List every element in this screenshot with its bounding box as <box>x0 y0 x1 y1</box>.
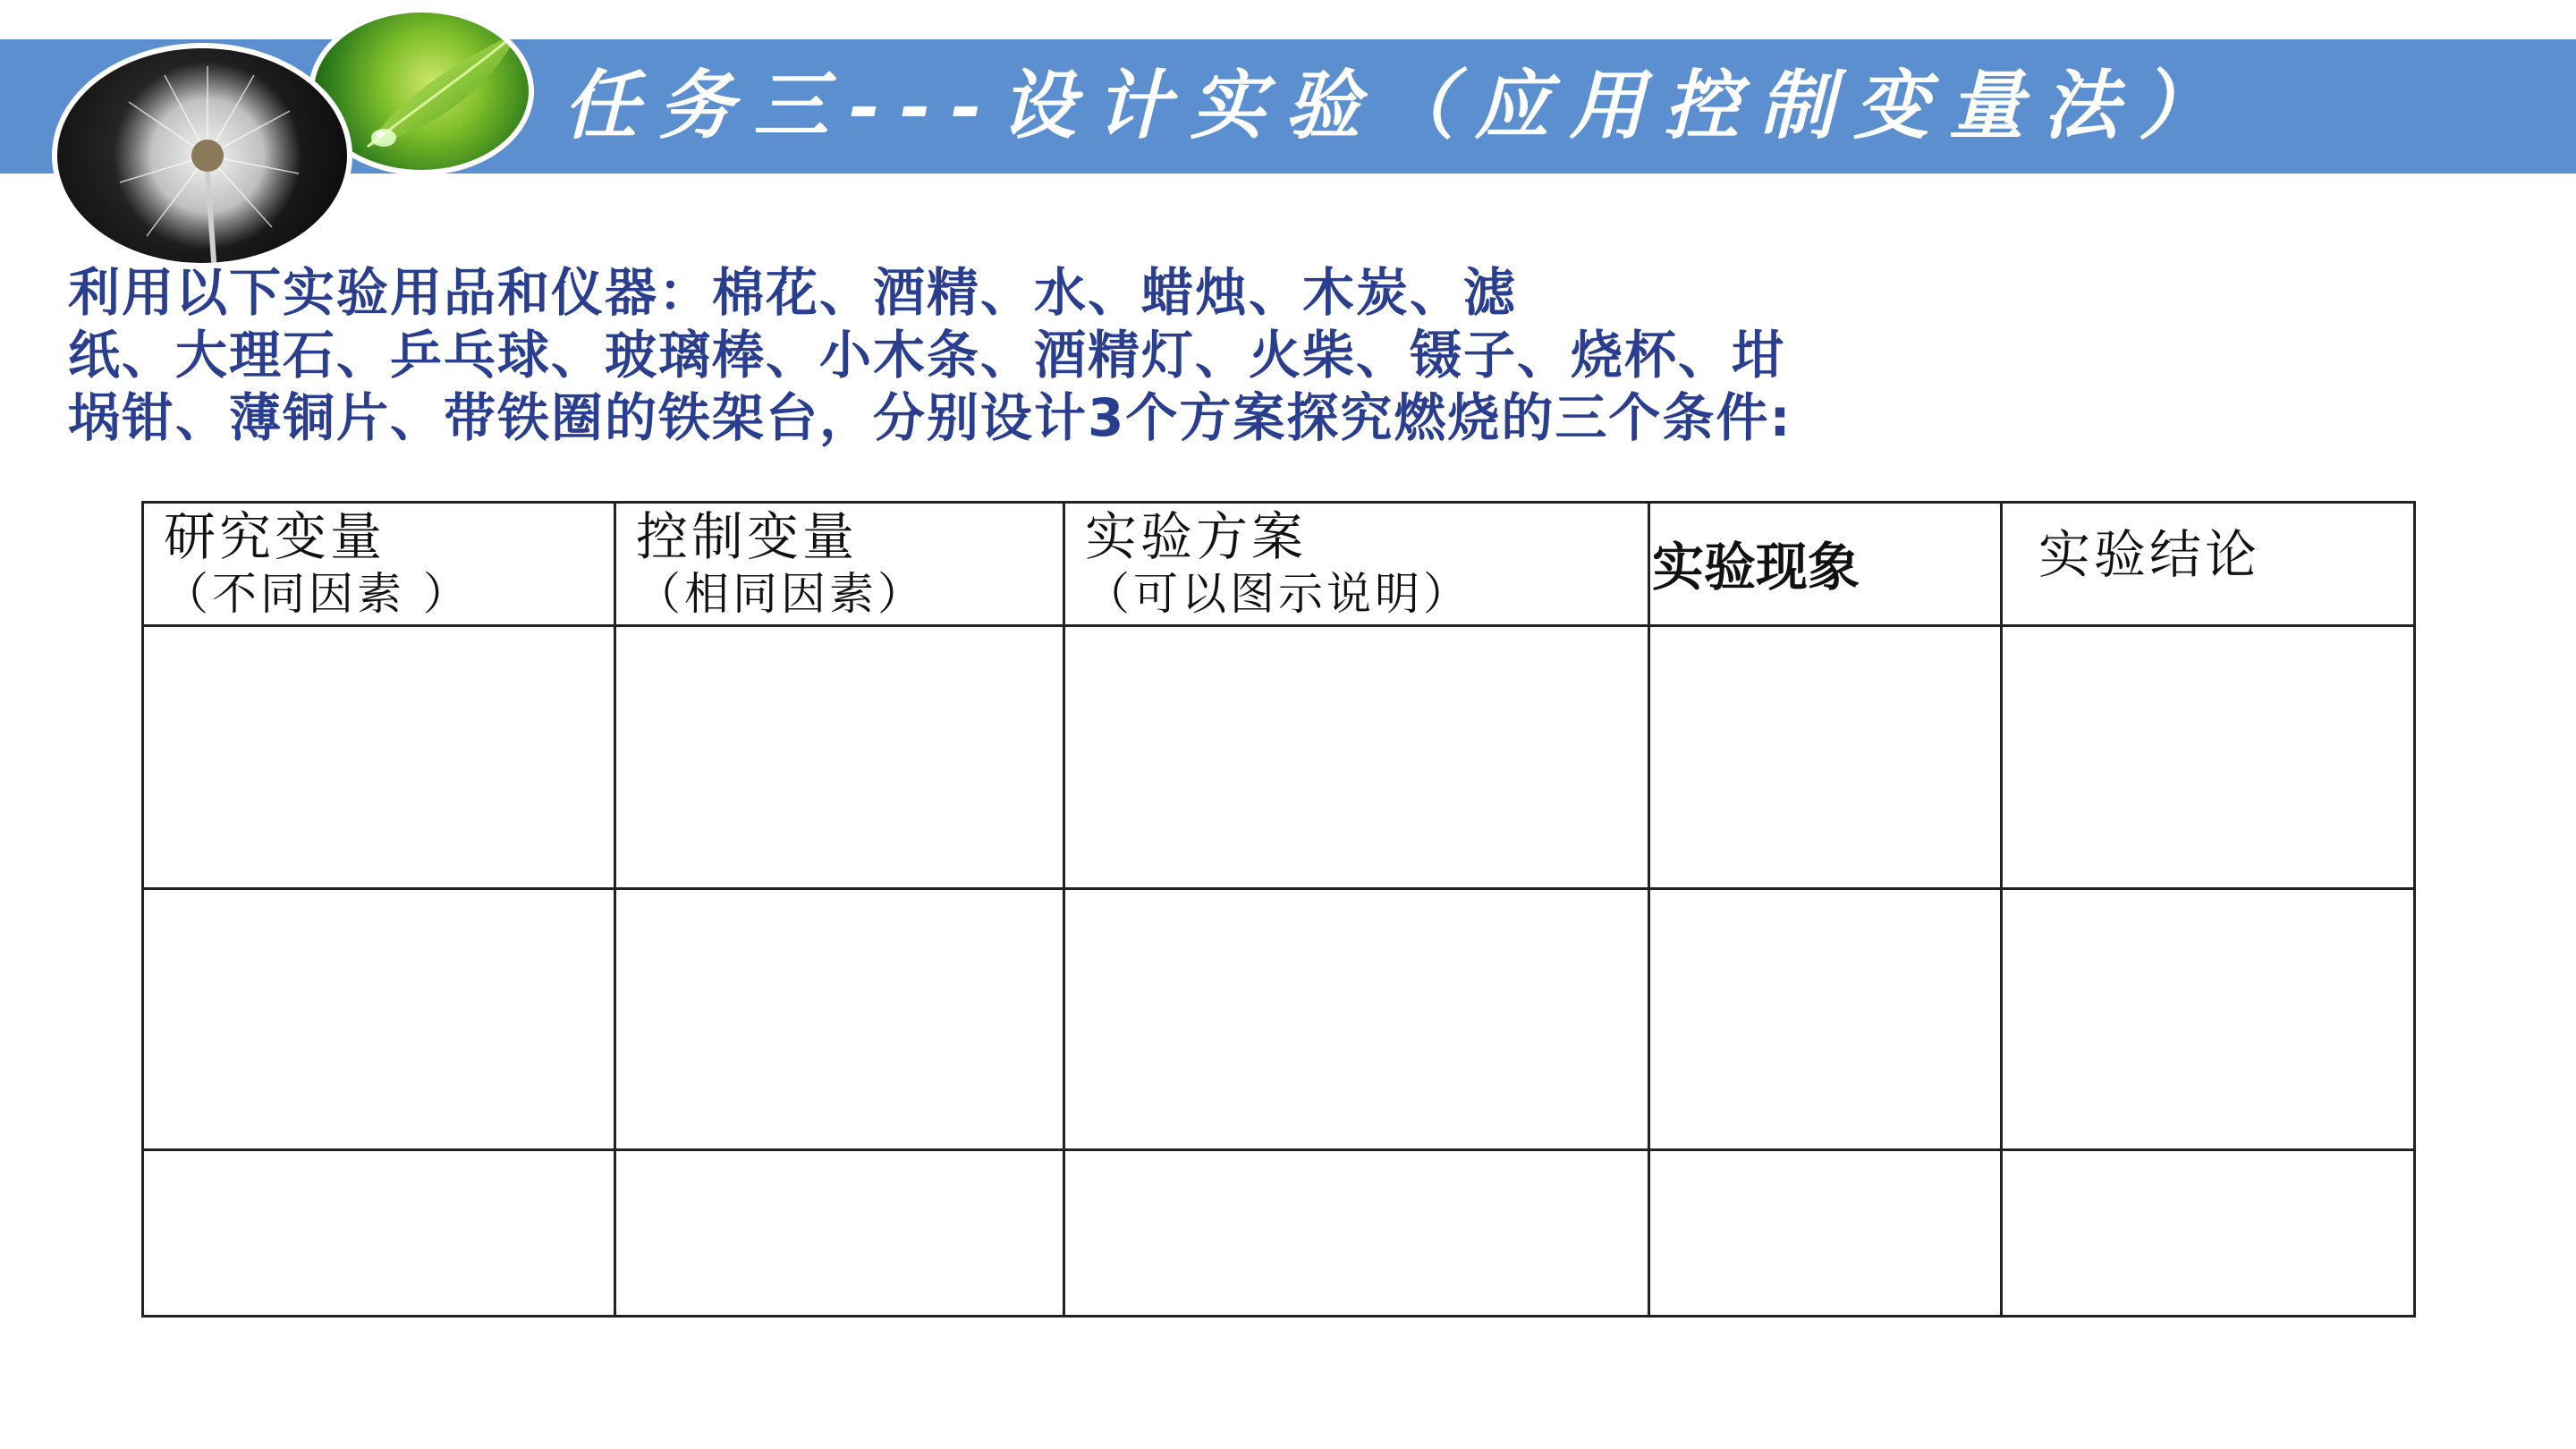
intro-line-3: 埚钳、薄铜片、带铁圈的铁架台，分别设计3个方案探究燃烧的三个条件: <box>68 387 1792 448</box>
slide-title: 任务三---设计实验（应用控制变量法） <box>564 61 2233 149</box>
intro-line-2: 纸、大理石、乒乓球、玻璃棒、小木条、酒精灯、火柴、镊子、烧杯、坩 <box>68 325 1786 386</box>
table-cell[interactable] <box>143 889 615 1150</box>
header-experiment-plan <box>1064 503 1649 626</box>
header-main-text: 实验现象 <box>1652 537 1860 597</box>
header-main-text: 实验结论 <box>2038 524 2261 585</box>
table-cell[interactable] <box>143 626 615 889</box>
header-phenomenon <box>1649 503 2002 626</box>
table-cell[interactable] <box>2002 1150 2415 1317</box>
table-cell[interactable] <box>1649 889 2002 1150</box>
table-cell[interactable] <box>1649 626 2002 889</box>
header-main-text: 控制变量 <box>636 506 859 567</box>
table-cell[interactable] <box>2002 626 2415 889</box>
table-row <box>143 1150 2415 1317</box>
table-cell[interactable] <box>143 1150 615 1317</box>
header-main-text: 实验方案 <box>1085 506 1308 567</box>
experiment-table <box>141 501 2416 1318</box>
header-control-variable <box>615 503 1064 626</box>
header-sub-text: （相同因素） <box>636 568 926 620</box>
header-conclusion <box>2002 503 2415 626</box>
table-cell[interactable] <box>615 1150 1064 1317</box>
header-sub-text: （可以图示说明） <box>1085 568 1471 620</box>
table-cell[interactable] <box>1064 1150 1649 1317</box>
header-sub-text: （不同因素 ） <box>164 568 471 620</box>
table-cell[interactable] <box>1064 626 1649 889</box>
table-cell[interactable] <box>615 626 1064 889</box>
dandelion-photo <box>52 43 352 268</box>
table-cell[interactable] <box>1649 1150 2002 1317</box>
table-cell[interactable] <box>2002 889 2415 1150</box>
table-row <box>143 626 2415 889</box>
table-row <box>143 889 2415 1150</box>
header-research-variable <box>143 503 615 626</box>
dandelion-icon <box>57 48 352 268</box>
table-cell[interactable] <box>1064 889 1649 1150</box>
header-main-text: 研究变量 <box>164 506 386 567</box>
intro-paragraph <box>68 261 2447 449</box>
table-cell[interactable] <box>615 889 1064 1150</box>
intro-line-1: 利用以下实验用品和仪器：棉花、酒精、水、蜡烛、木炭、滤 <box>68 262 1518 323</box>
table-header-row <box>143 503 2415 626</box>
